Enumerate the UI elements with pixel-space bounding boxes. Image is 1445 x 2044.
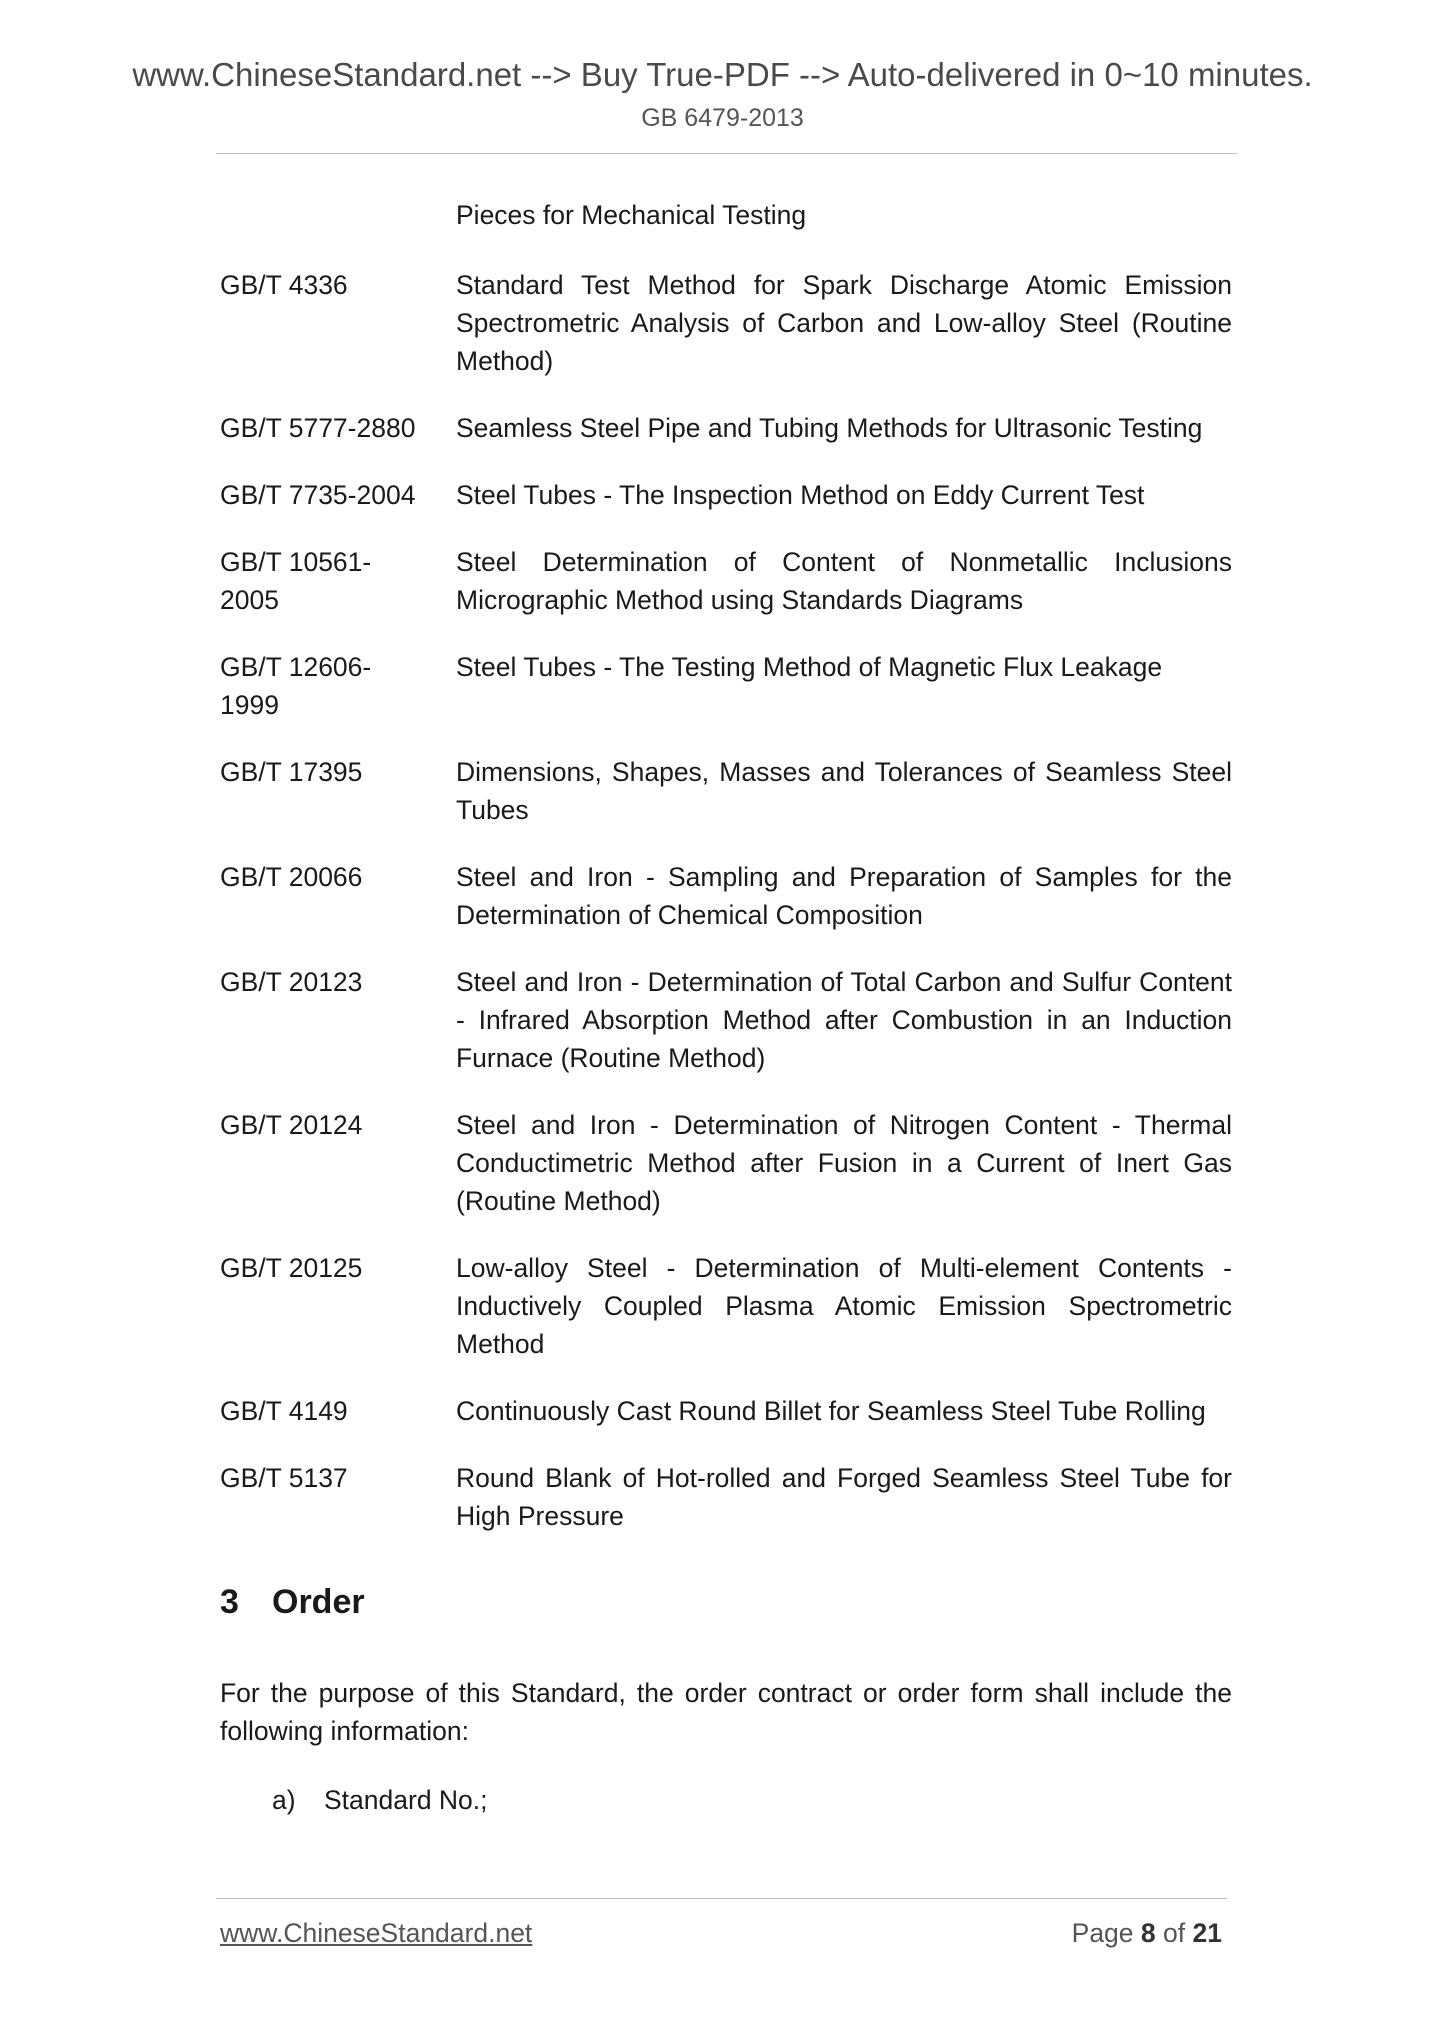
top-banner: www.ChineseStandard.net --> Buy True-PDF --> Auto-delivered in 0~10 minutes.: [132, 56, 1313, 93]
page-total: 21: [1192, 1918, 1222, 1948]
reference-row: [220, 963, 1232, 1077]
reference-code: [220, 196, 456, 234]
reference-row: [220, 1459, 1232, 1535]
reference-title: Low-alloy Steel - Determination of Multi-element Contents - Inductively Coupled Plasma Atomic Emission Spectrometric Method: [456, 1253, 1232, 1359]
reference-title: Steel Tubes - The Inspection Method on Eddy Current Test: [456, 480, 1145, 510]
reference-row: [220, 858, 1232, 934]
reference-code: GB/T 17395: [220, 757, 363, 787]
reference-code: GB/T 4149: [220, 1396, 348, 1426]
reference-code: GB/T 4336: [220, 270, 348, 300]
document-id: GB 6479-2013: [641, 104, 804, 132]
reference-row: [220, 1392, 1232, 1430]
section-paragraph: For the purpose of this Standard, the order contract or order form shall include the following information:: [220, 1678, 1232, 1746]
section-title: Order: [272, 1583, 365, 1621]
reference-title: Steel Tubes - The Testing Method of Magnetic Flux Leakage: [456, 652, 1163, 682]
normative-references-list: [220, 196, 1232, 1564]
reference-row: [220, 409, 1232, 447]
reference-title: Round Blank of Hot-rolled and Forged Seamless Steel Tube for High Pressure: [456, 1463, 1232, 1531]
section-number: 3: [220, 1583, 239, 1621]
list-item: [272, 1781, 488, 1819]
reference-title: Steel and Iron - Sampling and Preparation of Samples for the Determination of Chemical Composition: [456, 862, 1232, 930]
reference-row: [220, 196, 1232, 234]
reference-code: GB/T 7735-2004: [220, 480, 416, 510]
reference-row: [220, 266, 1232, 380]
reference-title: Pieces for Mechanical Testing: [456, 200, 807, 230]
reference-title: Steel and Iron - Determination of Total Carbon and Sulfur Content - Infrared Absorption Method after Combustion in an Induction Furnace (Routine Method): [456, 967, 1232, 1073]
list-item-text: Standard No.;: [324, 1785, 488, 1815]
reference-title: Steel Determination of Content of Nonmetallic Inclusions Micrographic Method using Standards Diagrams: [456, 547, 1232, 615]
page-prefix: Page: [1071, 1918, 1134, 1948]
list-item-marker: a): [272, 1785, 296, 1815]
reference-code: GB/T 10561-2005: [220, 547, 372, 615]
reference-title: Steel and Iron - Determination of Nitrogen Content - Thermal Conductimetric Method after Fusion in a Current of Inert Gas (Routine Method): [456, 1110, 1232, 1216]
page-number: [1072, 1918, 1222, 1949]
reference-row: [220, 1106, 1232, 1220]
reference-row: [220, 1249, 1232, 1363]
reference-row: [220, 753, 1232, 829]
section-heading: [220, 1583, 365, 1622]
page-current: 8: [1140, 1918, 1156, 1948]
reference-code: GB/T 5137: [220, 1463, 348, 1493]
footer-website-link[interactable]: www.ChineseStandard.net: [220, 1918, 533, 1948]
reference-code: GB/T 20124: [220, 1110, 363, 1140]
reference-row: [220, 648, 1232, 724]
reference-title: Continuously Cast Round Billet for Seamless Steel Tube Rolling: [456, 1396, 1206, 1426]
reference-row: [220, 543, 1232, 619]
reference-code: GB/T 20123: [220, 967, 363, 997]
reference-code: GB/T 5777-2880: [220, 413, 416, 443]
reference-title: Dimensions, Shapes, Masses and Tolerances of Seamless Steel Tubes: [456, 757, 1232, 825]
reference-code: GB/T 12606-1999: [220, 652, 372, 720]
reference-title: Standard Test Method for Spark Discharge Atomic Emission Spectrometric Analysis of Carbon and Low-alloy Steel (Routine Method): [456, 270, 1232, 376]
header-divider: [216, 153, 1237, 154]
footer-divider: [216, 1898, 1227, 1899]
reference-title: Seamless Steel Pipe and Tubing Methods for Ultrasonic Testing: [456, 413, 1203, 443]
reference-code: GB/T 20066: [220, 862, 363, 892]
reference-row: [220, 476, 1232, 514]
page-of: of: [1163, 1918, 1186, 1948]
reference-code: GB/T 20125: [220, 1253, 363, 1283]
